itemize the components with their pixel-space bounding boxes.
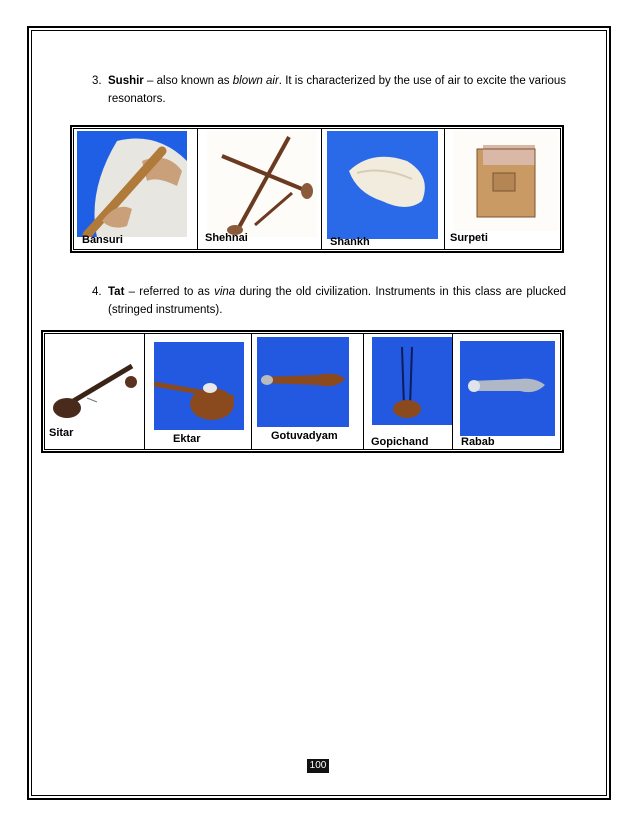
instrument-label: Shankh <box>330 236 370 248</box>
shehnai-image <box>207 131 317 237</box>
instrument-label: Bansuri <box>82 234 123 246</box>
instrument-cell-gotuvadyam <box>252 334 364 449</box>
instrument-cell-ektar <box>145 334 252 449</box>
tat-instrument-table <box>41 330 564 453</box>
sushir-instrument-table <box>70 125 564 253</box>
section-sushir <box>92 72 572 112</box>
instrument-label: Rabab <box>461 436 495 448</box>
instrument-label: Gotuvadyam <box>271 430 338 442</box>
instrument-label: Ektar <box>173 433 201 445</box>
sitar-image <box>47 346 142 426</box>
instrument-cell-sitar <box>45 334 145 449</box>
instrument-cell-rabab <box>453 334 564 449</box>
italic-term: blown air <box>232 75 279 87</box>
bansuri-image <box>77 131 187 237</box>
instrument-cell-shankh <box>322 129 445 249</box>
page-number: 100 <box>307 759 329 773</box>
surpeti-image <box>453 131 558 231</box>
section-tat <box>92 283 572 323</box>
rabab-image <box>460 341 555 436</box>
gopichand-image <box>372 337 452 425</box>
term: Tat <box>108 286 125 298</box>
term: Sushir <box>108 75 144 87</box>
item-number: 4. <box>92 286 102 298</box>
item-text: Tat – referred to as vina during the old civilization. Instruments in this class are plucked (stringed instruments). <box>108 286 566 316</box>
instrument-cell-surpeti <box>445 129 565 249</box>
instrument-cell-gopichand <box>364 334 453 449</box>
instrument-label: Gopichand <box>371 436 429 448</box>
item-number: 3. <box>92 75 102 87</box>
italic-term: vina <box>214 286 236 298</box>
shankh-image <box>327 131 438 239</box>
instrument-label: Surpeti <box>450 232 488 244</box>
item-text: Sushir – also known as blown air. It is characterized by the use of air to excite the various resonators. <box>108 75 566 105</box>
instrument-label: Shehnai <box>205 232 248 244</box>
gotuvadyam-image <box>257 337 349 427</box>
instrument-cell-bansuri <box>74 129 198 249</box>
instrument-cell-shehnai <box>198 129 322 249</box>
instrument-label: Sitar <box>49 427 74 439</box>
ektar-image <box>154 342 244 430</box>
